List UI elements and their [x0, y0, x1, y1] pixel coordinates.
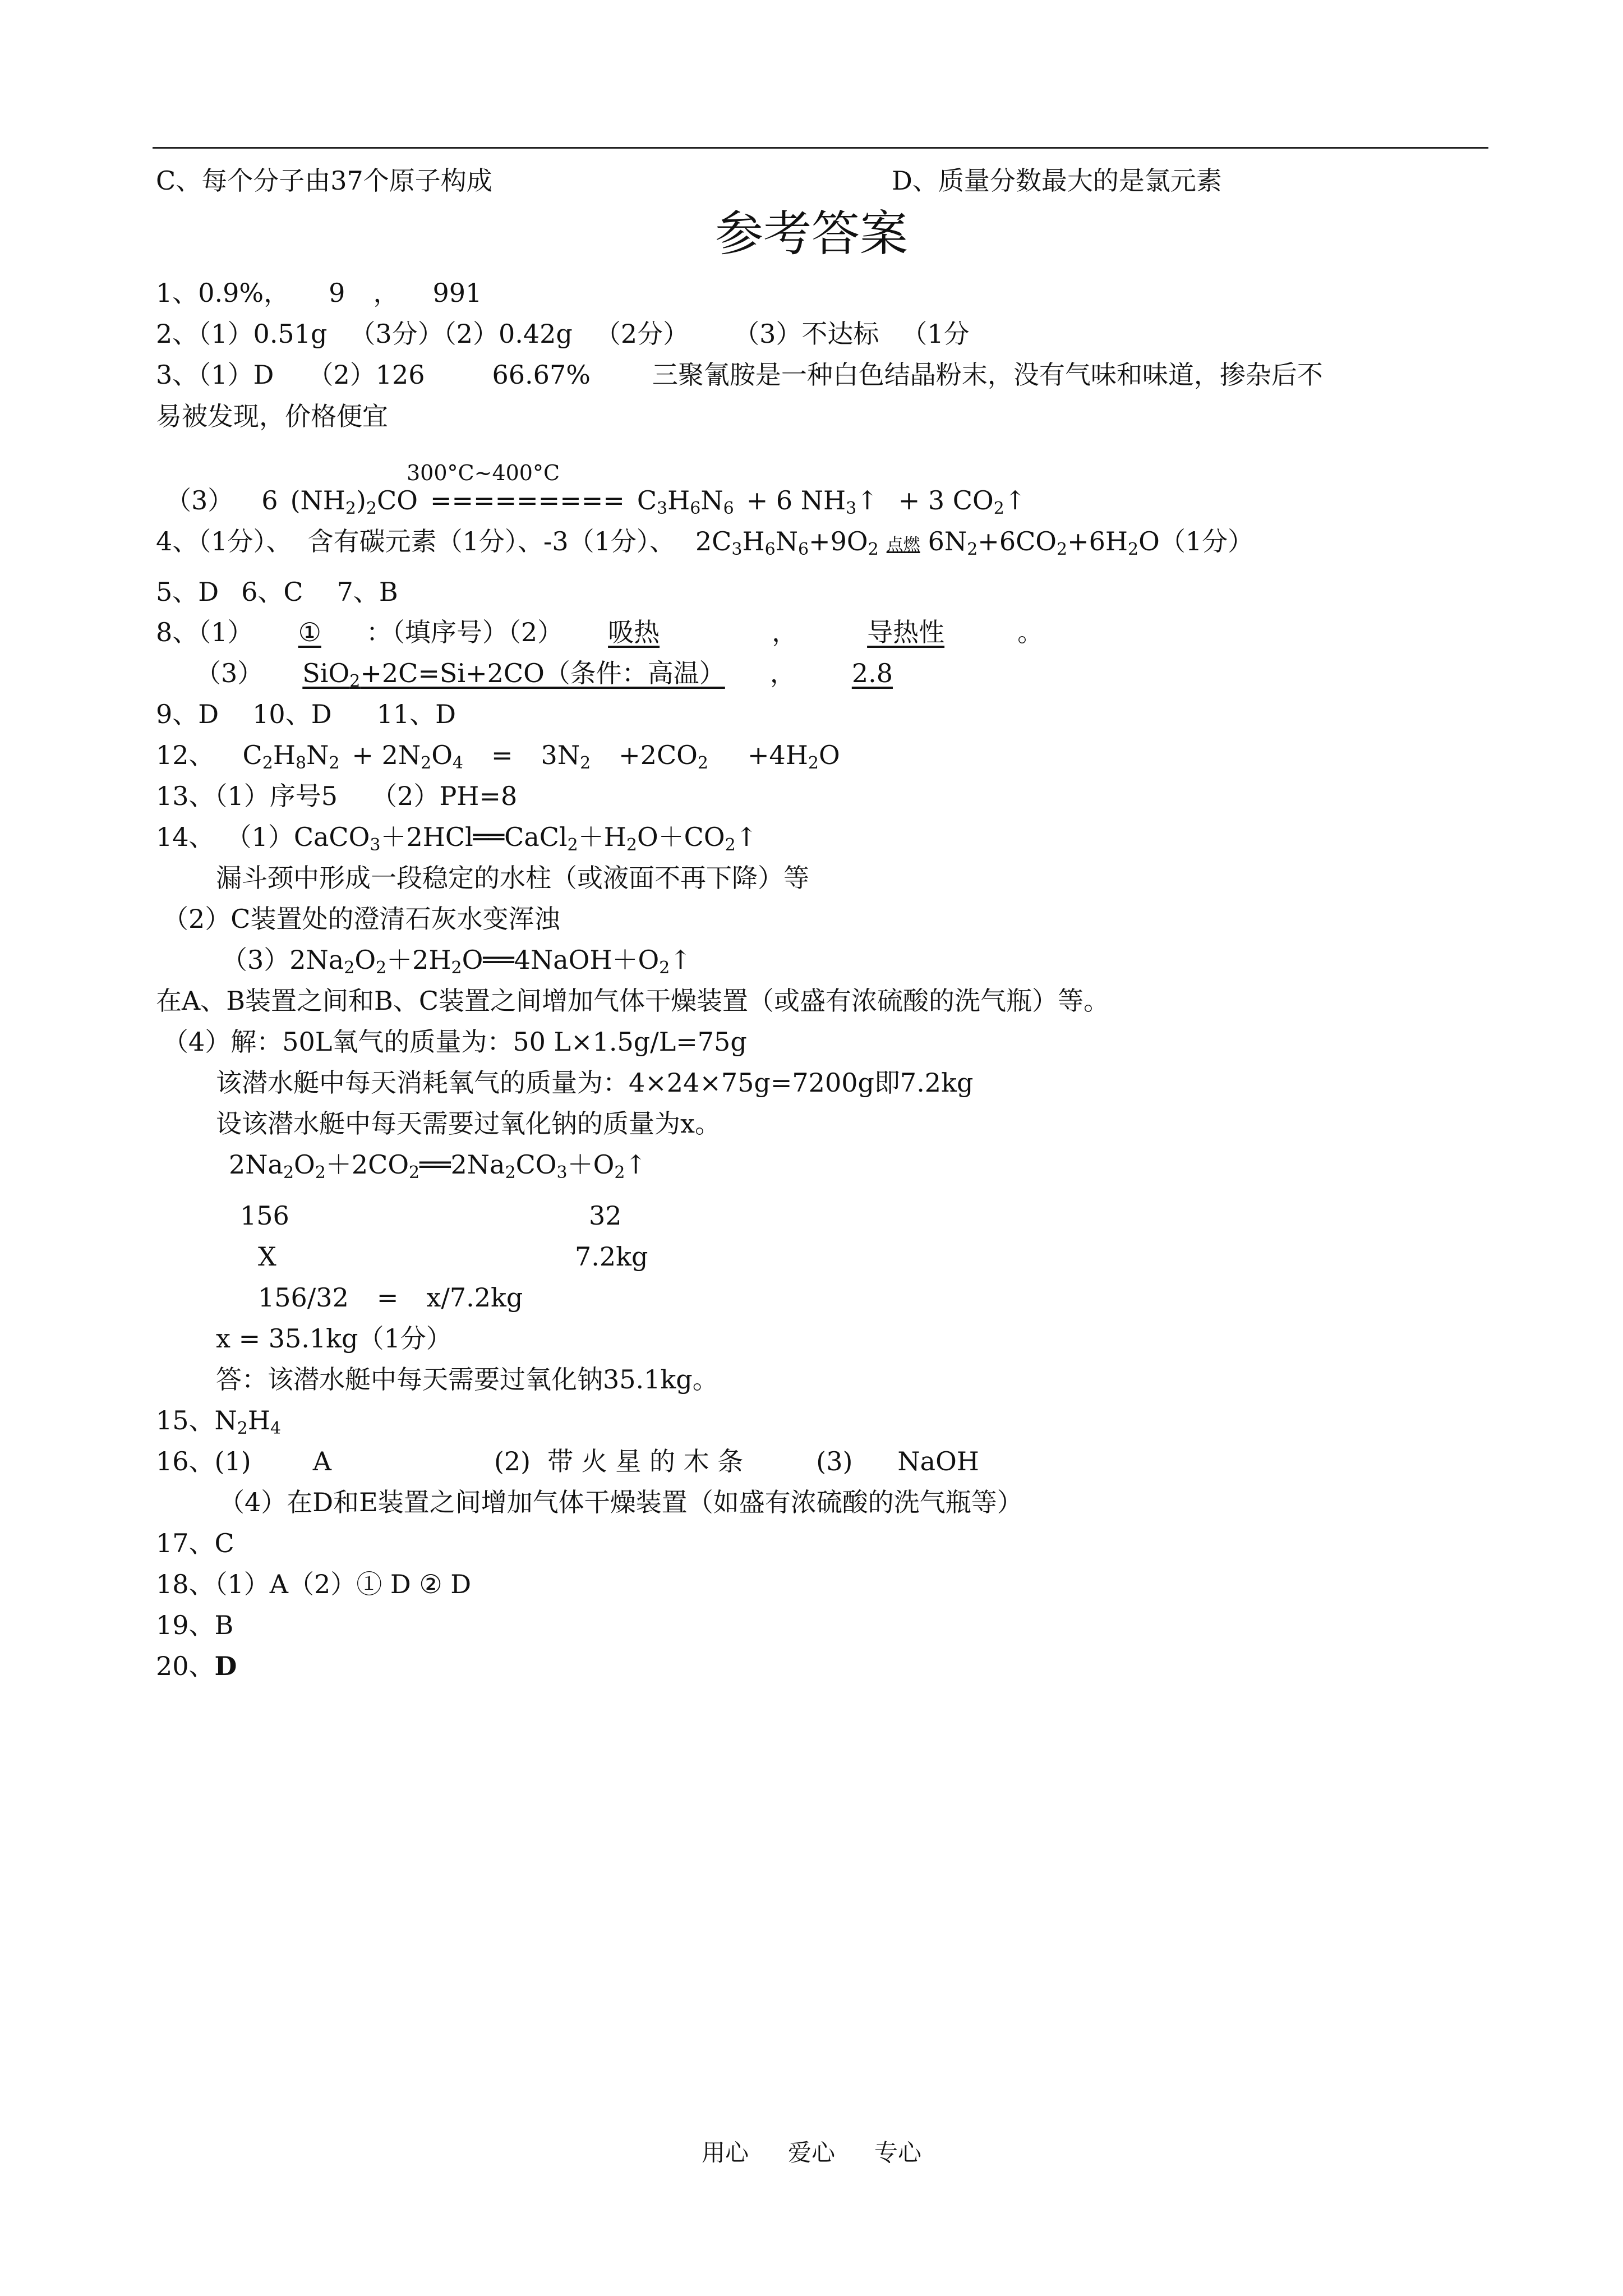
answer-8-part3: （3） SiO$_2$+2C=Si+2CO（条件：高温） ， 2.8	[195, 658, 893, 691]
known-mass: 7.2kg	[575, 1241, 648, 1272]
answer-14-line4: $(3)2Na_2O_2+2H_2O══4NaOH+O_2↑$	[222, 945, 691, 978]
answer-4: 4、（1分）、 含有碳元素（1分）、-3（1分）、 $2C_3H_6N_6+9O_2$ 点燃 $6N_2+6CO_2+6H_2O(1$分）	[156, 526, 1254, 559]
reaction-condition: 300°C~400°C	[407, 461, 560, 485]
answer-9-11: 9、D 10、D 11、D	[156, 699, 456, 729]
answer-3-equation: （3） 6 $(NH_2)_2CO$ ========= $C_3H_6N_6 + 6$ $NH_3↑ + 3$ $CO_2↑$	[165, 485, 1026, 518]
answer-14-line5: 在A、B装置之间和B、C装置之间增加气体干燥装置（或盛有浓硫酸的洗气瓶）等。	[156, 986, 1110, 1016]
proportion: 156/32 = x/7.2kg	[258, 1282, 523, 1313]
answer-14-equation: $2Na_2O_2+2CO_2══2Na_2CO_3+O_2↑$	[229, 1149, 647, 1182]
option-c: C、每个分子由37个原子构成	[156, 165, 492, 196]
answer-17: 17、C	[156, 1528, 234, 1558]
answer-12: 12、 $C_2H_8N_2 + 2N_2O_4 = 3N_2 +2CO_2 +4H_2O$	[156, 740, 840, 773]
answer-14-line3: （2）C装置处的澄清石灰水变浑浊	[163, 904, 560, 934]
option-d: D、质量分数最大的是氯元素	[892, 165, 1222, 196]
answer-14-result: x = 35.1kg（1分）	[216, 1323, 452, 1354]
header-rule	[153, 147, 1488, 149]
answer-5-7: 5、D 6、C 7、B	[156, 577, 398, 607]
answer-14-line7: 该潜水艇中每天消耗氧气的质量为：4×24×75g=7200g即7.2kg	[216, 1068, 974, 1098]
answer-3: 3、（1）D （2）126 66.67% 三聚氰胺是一种白色结晶粉末，没有气味和味道，掺杂后不	[156, 360, 1323, 390]
answer-18: 18、（1）A（2）① D ② D	[156, 1569, 472, 1599]
unknown-x: X	[258, 1241, 276, 1272]
ignition-condition: 点燃	[886, 535, 920, 555]
answer-16-part4: （4）在D和E装置之间增加气体干燥装置（如盛有浓硫酸的洗气瓶等）	[219, 1487, 1023, 1517]
answer-14-conclusion: 答：该潜水艇中每天需要过氧化钠35.1kg。	[216, 1364, 718, 1395]
answer-14: 14、 $(1)CaCO_3+2HCl══CaCl_2+H_2O+CO_2↑$	[156, 822, 758, 855]
answer-13: 13、（1）序号5 （2）PH=8	[156, 781, 518, 811]
answer-14-line6: （4）解：50L氧气的质量为：50 L×1.5g/L=75g	[163, 1027, 747, 1057]
answer-20: 20、D	[156, 1651, 237, 1681]
answer-19: 19、B	[156, 1610, 234, 1640]
molar-ratio-left: 156	[240, 1200, 289, 1231]
answer-16: 16、(1) A (2) 带 火 星 的 木 条 (3) NaOH	[156, 1446, 979, 1476]
answer-15: 15、$N_2H_4$	[156, 1405, 282, 1438]
answer-8: 8、（1） ① ：（填序号）（2） 吸热 ， 导热性 。	[156, 617, 1044, 647]
answer-3-cont: 易被发现，价格便宜	[156, 401, 388, 431]
page-footer: 用心 爱心 专心	[701, 2139, 922, 2166]
answer-1: 1、0.9%， 9 ， 991	[156, 278, 482, 308]
answer-14-line8: 设该潜水艇中每天需要过氧化钠的质量为x。	[216, 1108, 721, 1139]
answer-2: 2、（1）0.51g （3分）（2）0.42g （2分） （3）不达标 （1分	[156, 319, 970, 349]
answer-14-line2: 漏斗颈中形成一段稳定的水柱（或液面不再下降）等	[216, 863, 809, 893]
molar-ratio-right: 32	[589, 1200, 622, 1231]
page-title: 参考答案	[715, 206, 908, 262]
